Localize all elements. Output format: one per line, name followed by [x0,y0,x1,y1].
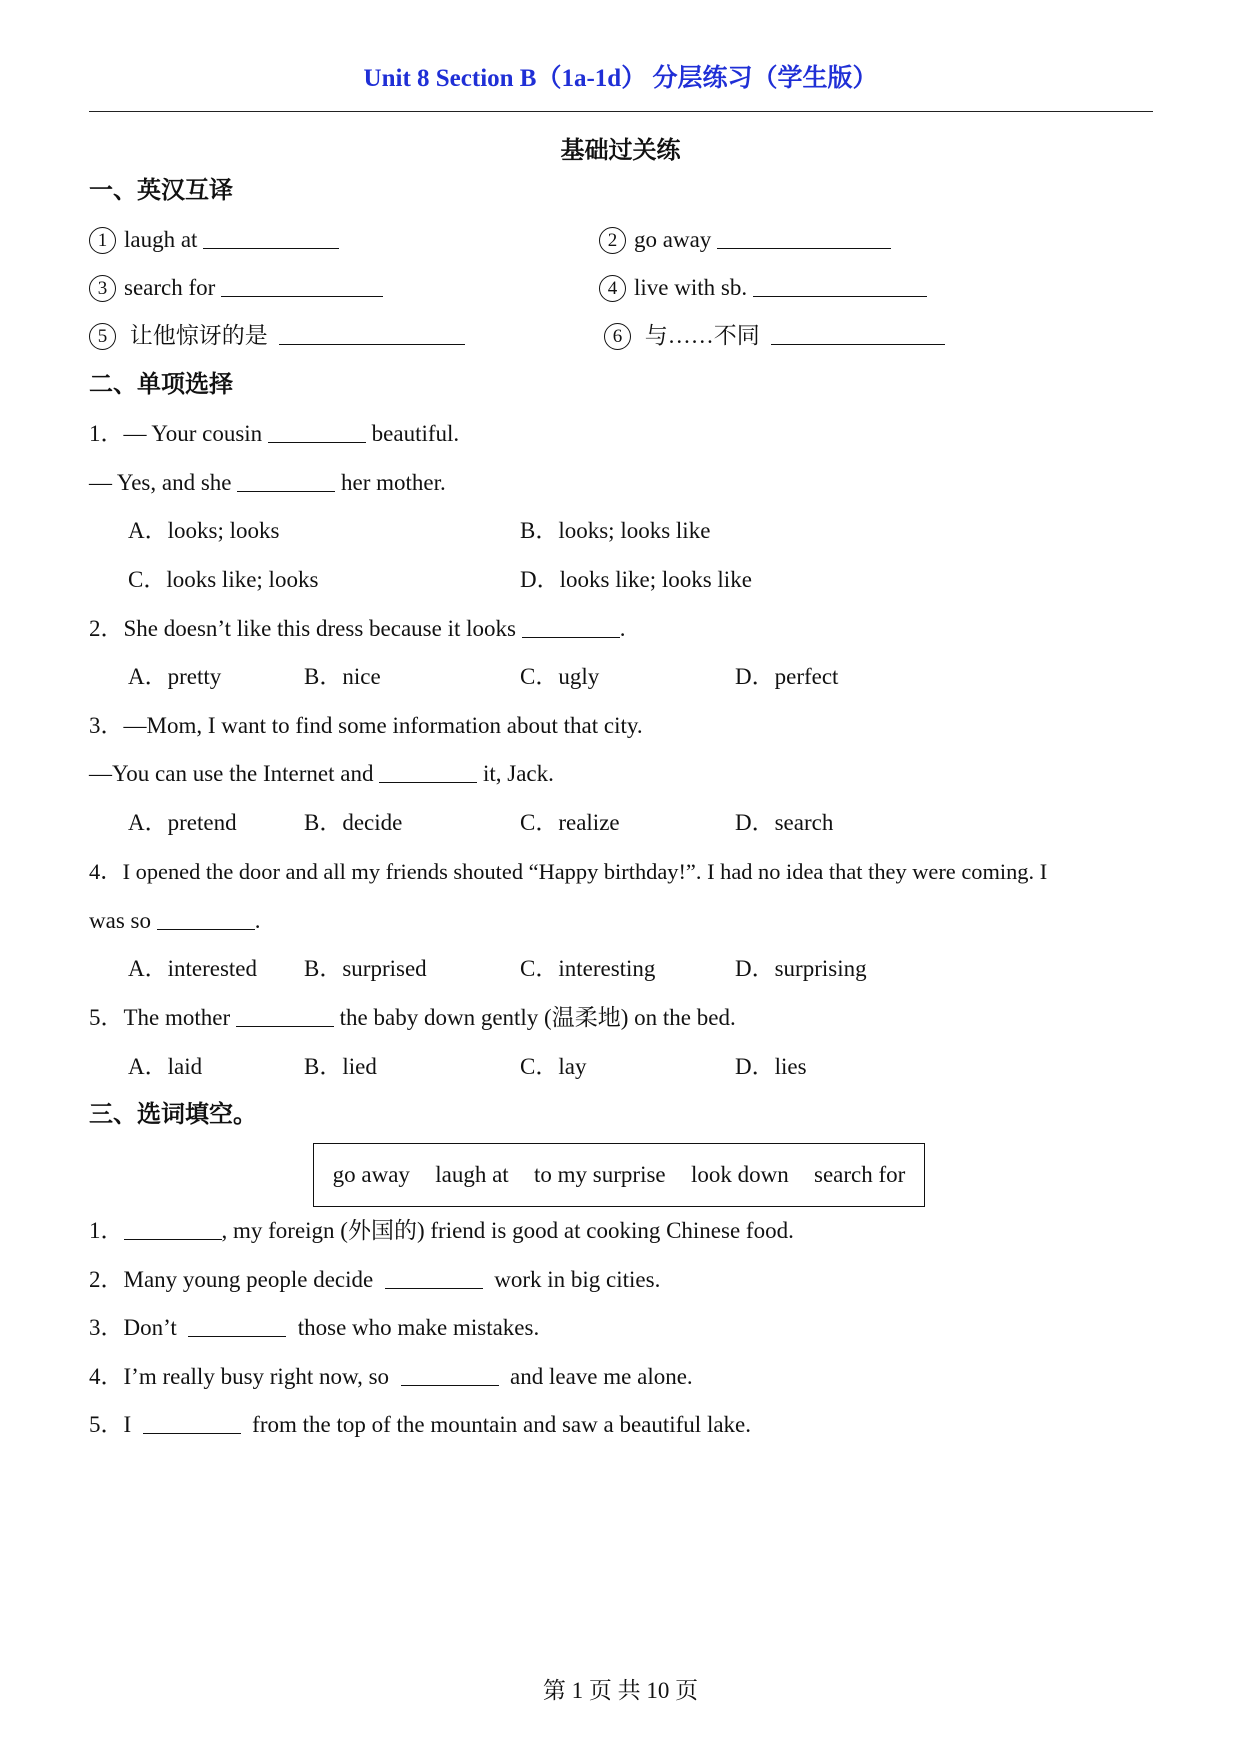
question-number: 3． [89,713,124,738]
question-text: She doesn’t like this dress because it looks [123,616,516,641]
answer-blank[interactable] [124,1217,222,1240]
option-d[interactable]: D．search [735,810,834,835]
question-text: from the top of the mountain and saw a beautiful lake. [252,1412,751,1437]
option-c[interactable]: C．looks like; looks [128,567,319,592]
question-text: it, Jack. [482,761,554,786]
answer-blank[interactable] [771,322,945,345]
section3-heading: 三、选词填空。 [89,1102,257,1128]
answer-blank[interactable] [236,1004,334,1027]
translate-item-2 [599,225,891,255]
option-d[interactable]: D．surprising [735,956,867,981]
answer-blank[interactable] [157,907,255,930]
item-text: 与……不同 [644,323,760,348]
question-text: beautiful. [371,421,460,446]
option-c[interactable]: C．realize [520,810,620,835]
question-text: those who make mistakes. [297,1315,540,1340]
question-number: 5． [89,1005,124,1030]
item-text: live with sb. [634,275,748,300]
question-text: , my foreign (外国的) friend is good at cooking Chinese food. [221,1218,794,1243]
item-text: search for [124,275,216,300]
question-number: 4． [89,859,123,884]
question-text: The mother [123,1005,231,1030]
question-3-line2 [89,759,554,789]
question-4-line2 [89,906,260,936]
question-text: her mother. [340,470,446,495]
option-c[interactable]: C．lay [520,1054,587,1079]
option-b[interactable]: B．decide [304,810,403,835]
answer-blank[interactable] [268,420,366,443]
option-a[interactable]: A．looks; looks [128,518,280,543]
translate-item-3 [89,273,383,303]
answer-blank[interactable] [237,469,335,492]
translate-item-6 [604,321,945,351]
circled-number: 2 [599,227,626,254]
section-subtitle: 基础过关练 [560,138,681,164]
word-bank-item: look down [690,1162,789,1187]
circled-number: 3 [89,275,116,302]
question-5 [89,1003,736,1033]
fill-item-3 [89,1313,539,1343]
translate-item-5 [89,321,465,351]
question-text: I’m really busy right now, so [123,1364,390,1389]
question-number: 2． [89,1267,124,1292]
circled-number: 5 [89,323,116,350]
question-3-line1 [89,711,643,741]
answer-blank[interactable] [753,274,927,297]
question-number: 1． [89,1218,124,1243]
section1-heading: 一、英汉互译 [89,178,233,204]
question-text: Many young people decide [123,1267,374,1292]
page-title: Unit 8 Section B（1a-1d） 分层练习（学生版） [363,65,878,92]
question-1-line1 [89,419,459,449]
option-c[interactable]: C．ugly [520,664,600,689]
circled-number: 4 [599,275,626,302]
answer-blank[interactable] [279,322,465,345]
fill-item-1 [89,1216,794,1246]
fill-item-4 [89,1362,693,1392]
question-text: and leave me alone. [510,1364,693,1389]
option-a[interactable]: A．pretty [128,664,222,689]
question-4-line1 [89,857,1047,887]
answer-blank[interactable] [379,760,477,783]
question-1-line2 [89,468,446,498]
option-a[interactable]: A．pretend [128,810,237,835]
question-text: —You can use the Internet and [89,761,374,786]
question-text: I [123,1412,132,1437]
fill-item-5 [89,1410,751,1440]
answer-blank[interactable] [143,1411,241,1434]
question-number: 4． [89,1364,124,1389]
item-text: 让他惊讶的是 [129,323,268,348]
question-text: Don’t [123,1315,177,1340]
question-text: . [619,616,626,641]
answer-blank[interactable] [522,615,620,638]
translate-item-4 [599,273,927,303]
item-text: laugh at [124,227,198,252]
header-divider [89,111,1153,112]
option-d[interactable]: D．looks like; looks like [520,567,752,592]
option-c[interactable]: C．interesting [520,956,656,981]
page-number-footer: 第 1 页 共 10 页 [542,1678,699,1703]
option-a[interactable]: A．interested [128,956,258,981]
answer-blank[interactable] [203,226,339,249]
circled-number: 6 [604,323,631,350]
answer-blank[interactable] [401,1363,499,1386]
question-text: — Yes, and she [89,470,232,495]
question-number: 1． [89,421,124,446]
answer-blank[interactable] [188,1314,286,1337]
question-text: . [254,908,261,933]
option-b[interactable]: B．surprised [304,956,427,981]
word-bank-item: search for [814,1162,906,1187]
fill-item-2 [89,1265,660,1295]
question-2 [89,614,625,644]
question-number: 3． [89,1315,124,1340]
question-text: — Your cousin [123,421,263,446]
option-b[interactable]: B．nice [304,664,381,689]
question-text: was so [89,908,151,933]
word-bank-item: laugh at [435,1162,509,1187]
question-text: I opened the door and all my friends shouted “Happy birthday!”. I had no idea that they were coming. I [122,859,1048,884]
word-bank-item: to my surprise [534,1162,666,1187]
option-d[interactable]: D．perfect [735,664,839,689]
item-text: go away [634,227,712,252]
word-bank-box [313,1143,925,1207]
option-a[interactable]: A．laid [128,1054,203,1079]
question-text: the baby down gently (温柔地) on the bed. [339,1005,736,1030]
answer-blank[interactable] [221,274,383,297]
section2-heading: 二、单项选择 [89,372,233,398]
question-text: work in big cities. [494,1267,661,1292]
question-number: 5． [89,1412,124,1437]
answer-blank[interactable] [717,226,891,249]
translate-item-1 [89,225,339,255]
answer-blank[interactable] [385,1266,483,1289]
question-text: —Mom, I want to find some information about that city. [123,713,643,738]
circled-number: 1 [89,227,116,254]
option-d[interactable]: D．lies [735,1054,807,1079]
option-b[interactable]: B．lied [304,1054,377,1079]
question-number: 2． [89,616,124,641]
word-bank-item: go away [332,1162,410,1187]
option-b[interactable]: B．looks; looks like [520,518,711,543]
